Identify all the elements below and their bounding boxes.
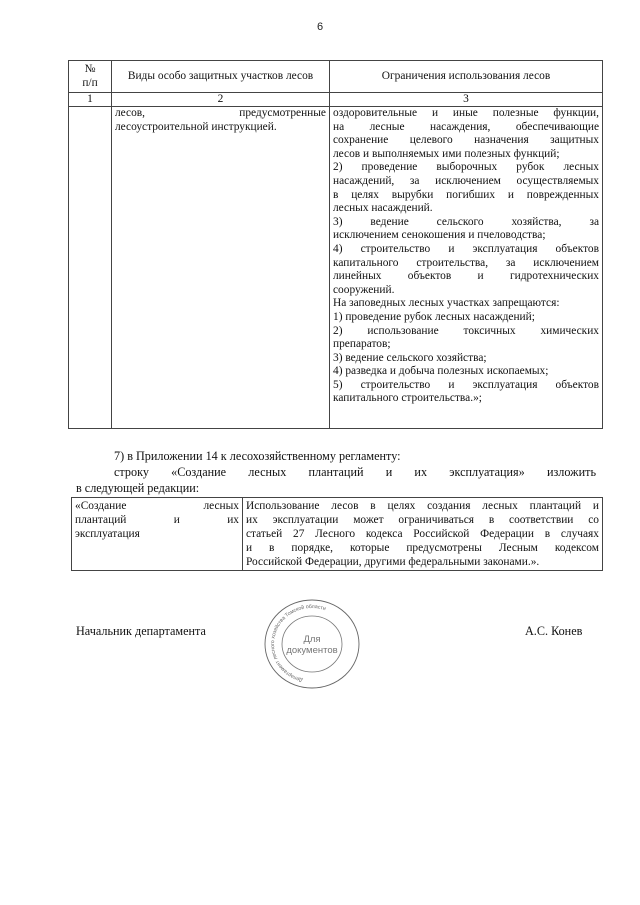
- cell-line: сохранение целевого назначения защитных: [333, 134, 599, 147]
- cell-line: Российской Федерации, другими федеральными законами.».: [246, 556, 540, 568]
- cell-line: 4) разведка и добыча полезных ископаемых;: [333, 365, 549, 378]
- cell-line: оздоровительные и иные полезные функции,: [333, 107, 599, 119]
- column-number: 2: [112, 93, 330, 107]
- cell-line: сооружений.: [333, 283, 395, 296]
- cell-line: 3) ведение сельского хозяйства;: [333, 351, 487, 364]
- paragraph-8: строку «Создание лесных плантаций и их эксплуатация» изложить: [114, 465, 596, 479]
- header-restrictions: Ограничения использования лесов: [330, 61, 603, 93]
- column-numbers-row: [69, 93, 603, 107]
- stamp-center-text: Для: [303, 634, 321, 645]
- header-kinds: Виды особо защитных участков лесов: [112, 61, 330, 93]
- header-num-line: п/п: [82, 76, 98, 89]
- header-num: [69, 61, 112, 93]
- cell-line: их эксплуатации может ограничиваться в соответствии со: [246, 514, 599, 526]
- cell-line: насаждений, за исключением осуществляемых: [333, 174, 599, 187]
- table-header-row: [69, 61, 603, 93]
- cell-line: лесоустроительной инструкцией.: [115, 120, 277, 133]
- kinds-cell: [112, 107, 330, 429]
- column-number: 1: [69, 93, 112, 107]
- page-number: 6: [316, 21, 324, 33]
- stamp-seal: [256, 596, 368, 690]
- cell-line: в целях вырубки погибших и поврежденных: [333, 188, 599, 201]
- restrictions-table: [68, 60, 603, 429]
- cell-line: лесов и выполняемых ими полезных функций;: [333, 147, 560, 160]
- plantations-table: [71, 497, 603, 571]
- cell-line: статьей 27 Лесного кодекса Российской Федерации в случаях: [246, 528, 599, 540]
- cell-line: Использование лесов в целях создания лесных плантаций и: [246, 500, 599, 512]
- paragraph-7: 7) в Приложении 14 к лесохозяйственному регламенту:: [114, 449, 401, 463]
- column-number: 3: [330, 93, 603, 107]
- cell-line: исключением сенокошения и пчеловодства;: [333, 229, 546, 242]
- cell-line: плантаций и их: [75, 514, 239, 526]
- cell-line: капитального строительства, за исключением: [333, 256, 599, 269]
- plantations-text-cell: [243, 498, 603, 571]
- stamp-ring-text: Департамент лесного хозяйства Томской области: [269, 603, 327, 683]
- cell-line: На заповедных лесных участках запрещаются:: [333, 297, 560, 310]
- cell-line: 2) проведение выборочных рубок лесных: [333, 161, 599, 174]
- cell-line: капитального строительства.»;: [333, 392, 482, 405]
- table-row: [72, 498, 603, 571]
- cell-line: лесных насаждений.: [333, 202, 433, 215]
- header-num-line: №: [84, 62, 96, 75]
- signatory-name: А.С. Конев: [525, 624, 583, 638]
- cell-line: линейных объектов и гидротехнических: [333, 270, 599, 283]
- cell-line: 4) строительство и эксплуатация объектов: [333, 242, 599, 255]
- cell-line: 1) проведение рубок лесных насаждений;: [333, 310, 535, 323]
- cell-line: и в порядке, которые предусмотрены Лесным кодексом: [246, 542, 599, 554]
- cell-line: 3) ведение сельского хозяйства, за: [333, 215, 599, 228]
- signatory-position: Начальник департамента: [76, 624, 206, 638]
- stamp-center-text: документов: [286, 645, 338, 656]
- cell-line: «Создание лесных: [75, 500, 239, 512]
- table-row: [69, 107, 603, 429]
- restrictions-cell: [330, 107, 603, 429]
- cell-line: эксплуатация: [75, 528, 140, 540]
- row-num-cell: [69, 107, 112, 429]
- plantations-name-cell: [72, 498, 243, 571]
- cell-line: препаратов;: [333, 338, 391, 351]
- cell-line: лесов, предусмотренные: [115, 107, 326, 119]
- cell-line: [75, 541, 239, 555]
- paragraph-8-continued: в следующей редакции:: [76, 481, 200, 495]
- cell-line: 5) строительство и эксплуатация объектов: [333, 378, 599, 391]
- cell-line: на лесные насаждения, обеспечивающие: [333, 120, 599, 133]
- cell-line: 2) использование токсичных химических: [333, 324, 599, 337]
